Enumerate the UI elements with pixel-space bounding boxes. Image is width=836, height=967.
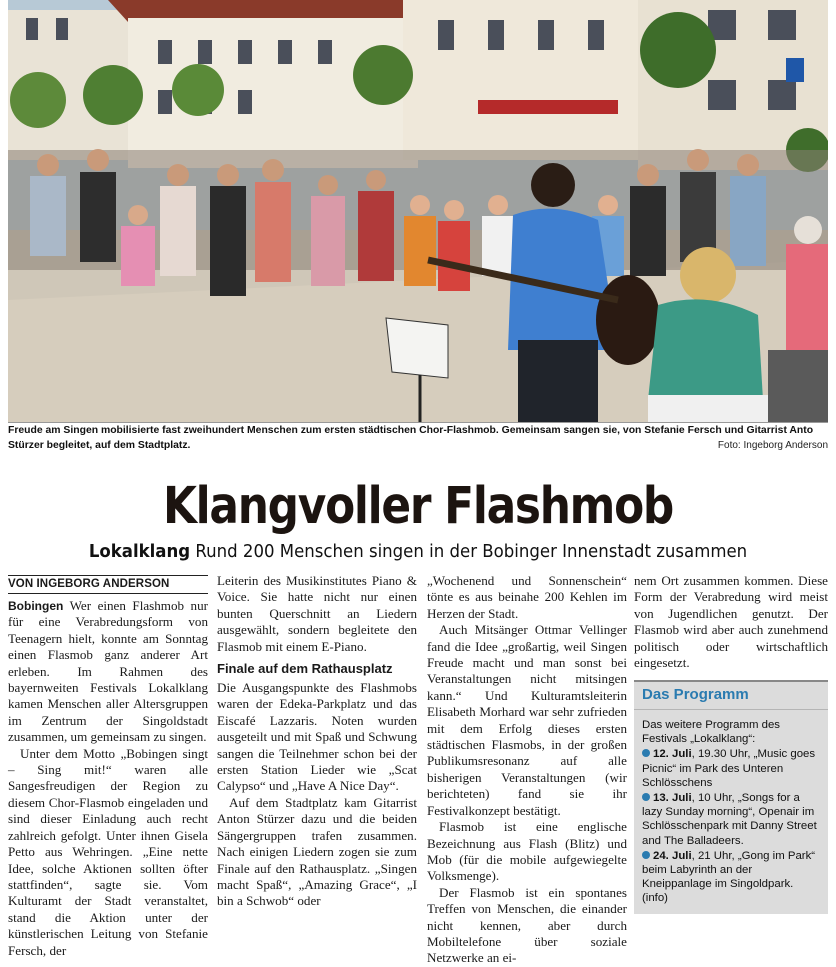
program-item-text: , 10 Uhr, „Songs for a lazy Sunday morning“, Openair im Schlösschenpark mit Danny Street and The Balladeers. xyxy=(642,792,817,847)
photo-caption: Freude am Singen mobilisierte fast zweihundert Menschen zum ersten städtischen Chor-Flashmob. Gemeinsam sangen sie, von Stefanie Fersch und Gitarrist Anto Stürzer begleitet, auf dem Stadtplatz. xyxy=(8,425,814,451)
bullet-icon xyxy=(642,749,650,757)
dateline: Bobingen xyxy=(8,599,64,613)
paragraph: Leiterin des Musikinstitutes Piano & Voice. Sie hatte nicht nur einen bunten Querschnitt an Liedern ausgewählt, sondern begleitete den Flasmob mit einem E-Piano. xyxy=(217,573,417,654)
article-column-2 xyxy=(217,573,417,910)
subheadline-text: Rund 200 Menschen singen in der Bobinger Innenstadt zusammen xyxy=(195,541,748,562)
article-column-4 xyxy=(634,573,828,671)
bullet-icon xyxy=(642,793,650,801)
paragraph: Auf dem Stadtplatz kam Gitarrist Anton Stürzer dazu und die beiden Sängergruppen trafen zusammen. Nach einigen Liedern zogen sie zum Finale auf den Rathausplatz. „Singen macht Spaß“, „Amazing Grace“, „I bin a Schwob“ oder xyxy=(217,794,417,909)
paragraph: nem Ort zusammen kommen. Diese Form der Verabredung wird meist von Jugendlichen genutzt. Der Flasmob wird aber auch zunehmend politisch oder wirtschaftlich eingesetzt. xyxy=(634,573,828,671)
article-column-1 xyxy=(8,575,208,959)
paragraph: Flasmob ist eine englische Bezeichnung aus Flash (Blitz) und Mob (für die mobile aufgewiegelte Volksmenge). xyxy=(427,819,627,884)
program-box-title: Das Programm xyxy=(634,682,828,710)
flashmob-crowd-photo xyxy=(8,0,828,422)
lead-paragraph xyxy=(8,598,208,746)
program-item xyxy=(642,849,820,906)
program-item xyxy=(642,747,820,790)
article-subheadline xyxy=(33,538,802,566)
paragraph: Wer einen Flashmob nur für eine Verabredungsform von Teenagern hielt, konnte am Sonntag einen Flasmob ganz anderer Art erleben. Im Rahmen des bayernweiten Festivals Lokalklang kamen Menschen aller Altersgruppen im Zentrum der Singoldstadt zusammen, um gemeinsam zu singen. xyxy=(8,598,209,745)
program-intro: Das weitere Programm des Festivals „Lokalklang“: xyxy=(642,719,781,746)
paragraph: Die Ausgangspunkte des Flashmobs waren der Edeka-Parkplatz und das Eiscafé Lazzaris. Noten wurden ausgeteilt und mit Spaß und Schwung sangen die Teilnehmer schon bei der ersten Station Lieder wie „Scat Calypso“ und „Have A Nice Day“. xyxy=(217,680,417,794)
byline: VON INGEBORG ANDERSON xyxy=(8,575,208,594)
program-item-text: , 21 Uhr, „Gong im Park“ beim Labyrinth an der Kneippanlage im Singoldpark. (info) xyxy=(642,849,816,905)
paragraph: Auch Mitsänger Ottmar Vellinger fand die Idee „großartig, weil Singen Freude macht und man sonst bei Veranstaltungen nicht mitsingen kann.“ Und Kulturamtsleiterin Elisabeth Morhard war sehr zufrieden mit dem Erfolg dieses ersten städtischen Flasmobs, in der großen Publikumsresonanz auf alle bisherigen Veranstaltungen (wir berichteten) fand sie ihr Festivalkonzept bestätigt. xyxy=(427,622,627,818)
paragraph: „Wochenend und Sonnenschein“ tönte es aus beinahe 200 Kehlen im Herzen der Stadt. xyxy=(427,573,627,621)
program-item-date: 13. Juli xyxy=(653,792,692,805)
section-subtitle: Finale auf dem Rathausplatz xyxy=(217,661,393,677)
paragraph: Unter dem Motto „Bobingen singt – Sing mit!“ waren alle Sangesfreudigen der Region zu diesem Chor-Flasmob eingeladen und sind dieser Einladung auch recht zahlreich gefolgt. Unter ihnen Gisela Petto aus Wehringen. „Eine nette Idee, solche Aktionen sollten öfter stattfinden“, sagte sie. Vom Kulturamt der Stadt veranstaltet, stand die Aktion unter der künstlerischen Leitung von Stefanie Fersch, der xyxy=(8,745,208,958)
photo-credit: Foto: Ingeborg Anderson xyxy=(717,440,828,451)
program-item-date: 24. Juli xyxy=(653,849,692,862)
program-item xyxy=(642,791,820,848)
program-item-date: 12. Juli xyxy=(653,748,692,761)
article-photo xyxy=(8,0,828,423)
paragraph: Der Flasmob ist ein spontanes Treffen von Menschen, die einander nicht kennen, aber durch Mobiltelefone über soziale Netzwerke an ei- xyxy=(427,884,627,966)
article-headline: Klangvoller Flashmob xyxy=(162,477,674,536)
program-item-text: , 19.30 Uhr, „Music goes Picnic“ im Park des Unteren Schlösschens xyxy=(642,748,816,789)
article-column-3 xyxy=(427,573,627,967)
program-box xyxy=(634,680,828,914)
program-box-body xyxy=(634,710,828,906)
kicker: Lokalklang xyxy=(88,541,191,562)
bullet-icon xyxy=(642,851,650,859)
